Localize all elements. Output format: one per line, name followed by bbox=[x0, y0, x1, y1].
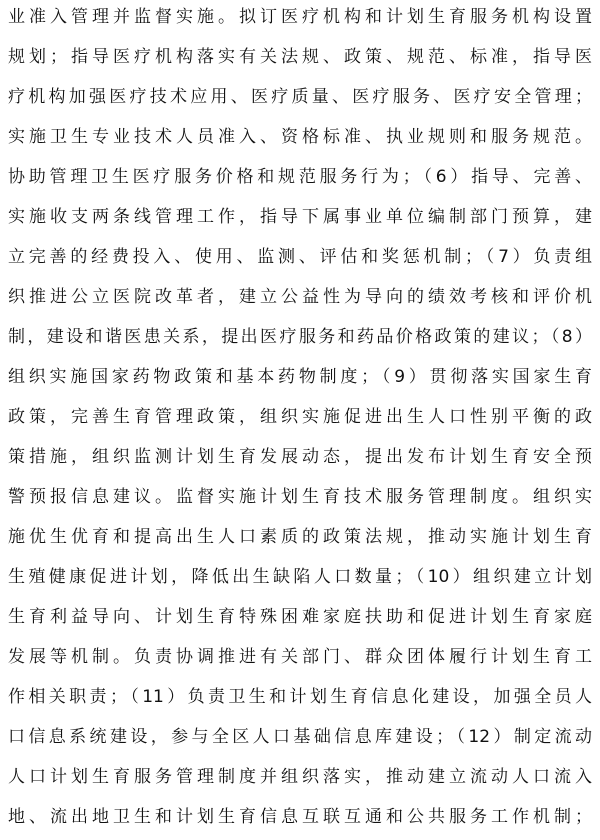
text-line: 策措施，组织监测计划生育发展动态，提出发布计划生育安全预 bbox=[8, 447, 592, 467]
text-line: 警预报信息建议。监督实施计划生育技术服务管理制度。组织实 bbox=[8, 487, 592, 507]
text-line: 施优生优育和提高出生人口素质的政策法规，推动实施计划生育 bbox=[8, 527, 592, 547]
text-line: 政策，完善生育管理政策，组织实施促进出生人口性别平衡的政 bbox=[8, 407, 592, 427]
text-line: 口信息系统建设，参与全区人口基础信息库建设；（12）制定流动 bbox=[8, 727, 592, 747]
text-line: 规划；指导医疗机构落实有关法规、政策、规范、标准，指导医 bbox=[8, 47, 592, 67]
text-line: 发展等机制。负责协调推进有关部门、群众团体履行计划生育工 bbox=[8, 647, 592, 667]
text-line: 立完善的经费投入、使用、监测、评估和奖惩机制；（7）负责组 bbox=[8, 247, 592, 267]
text-line: 疗机构加强医疗技术应用、医疗质量、医疗服务、医疗安全管理； bbox=[8, 87, 592, 107]
text-line: 组织实施国家药物政策和基本药物制度；（9）贯彻落实国家生育 bbox=[8, 367, 592, 387]
text-line: 制，建设和谐医患关系，提出医疗服务和药品价格政策的建议；（8） bbox=[8, 327, 592, 347]
text-line: 作相关职责；（11）负责卫生和计划生育信息化建设，加强全员人 bbox=[8, 687, 592, 707]
text-line: 生殖健康促进计划，降低出生缺陷人口数量；（10）组织建立计划 bbox=[8, 567, 592, 587]
text-line: 人口计划生育服务管理制度并组织落实，推动建立流动人口流入 bbox=[8, 767, 592, 787]
text-line: 织推进公立医院改革者，建立公益性为导向的绩效考核和评价机 bbox=[8, 287, 592, 307]
text-line: 生育利益导向、计划生育特殊困难家庭扶助和促进计划生育家庭 bbox=[8, 607, 592, 627]
text-line: 实施收支两条线管理工作，指导下属事业单位编制部门预算，建 bbox=[8, 207, 592, 227]
text-line: 实施卫生专业技术人员准入、资格标准、执业规则和服务规范。 bbox=[8, 127, 592, 147]
text-line: 协助管理卫生医疗服务价格和规范服务行为；（6）指导、完善、 bbox=[8, 167, 592, 187]
text-line: 地、流出地卫生和计划生育信息互联互通和公共服务工作机制； bbox=[8, 807, 592, 827]
text-line: 业准入管理并监督实施。拟订医疗机构和计划生育服务机构设置 bbox=[8, 7, 592, 27]
